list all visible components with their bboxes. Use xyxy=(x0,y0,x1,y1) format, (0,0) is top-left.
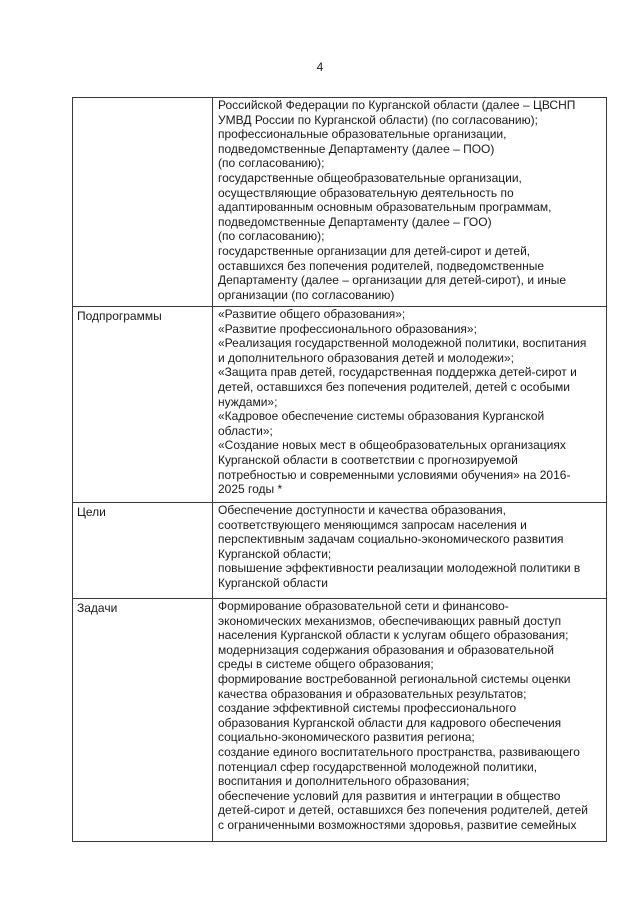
text-line: перспективным задачам социально-экономического развития xyxy=(218,532,564,547)
text-line: и дополнительного образования детей и молодежи»; xyxy=(218,350,515,365)
text-line: «Кадровое обеспечение системы образования Курганской xyxy=(218,409,545,424)
text-line: оставшихся без попечения родителей, подведомственные xyxy=(218,258,545,273)
text-line: области»; xyxy=(218,423,273,438)
text-line: с ограниченными возможностями здоровья, развитие семейных xyxy=(218,817,577,832)
text-line: «Развитие профессионального образования»; xyxy=(218,321,477,336)
text-line: воспитания и дополнительного образования; xyxy=(218,774,470,789)
text-line: социально-экономического развития региона; xyxy=(218,730,475,745)
table-row xyxy=(73,98,607,307)
page-number: 4 xyxy=(316,60,324,74)
text-line: детей, оставшихся без попечения родителей, детей с особыми xyxy=(218,379,570,394)
text-line: обеспечение условий для развития и интеграции в общество xyxy=(218,788,561,803)
text-line: «Развитие общего образования»; xyxy=(218,307,406,321)
row-label: Цели xyxy=(73,503,213,599)
text-line: формирование востребованной региональной системы оценки xyxy=(218,671,571,686)
text-line: создание эффективной системы профессионального xyxy=(218,701,517,716)
text-line: потенциал сфер государственной молодежной политики, xyxy=(218,759,538,774)
table-row xyxy=(73,503,607,599)
text-line: соответствующего меняющимся запросам населения и xyxy=(218,517,527,532)
text-line: «Реализация государственной молодежной политики, воспитания xyxy=(218,336,587,351)
text-line: государственные организации для детей-сирот и детей, xyxy=(218,243,531,258)
row-content xyxy=(213,98,607,307)
text-line: качества образования и образовательных результатов; xyxy=(218,686,527,701)
text-line: повышение эффективности реализации молодежной политики в xyxy=(218,561,581,576)
table-row xyxy=(73,307,607,503)
text-line: создание единого воспитательного пространства, развивающего xyxy=(218,744,580,759)
row-label: Подпрограммы xyxy=(73,307,213,503)
text-line: образования Курганской области для кадрового обеспечения xyxy=(218,715,562,730)
text-line: нуждами»; xyxy=(218,394,278,409)
text-line: профессиональные образовательные организации, xyxy=(218,127,507,142)
text-line: (по согласованию); xyxy=(218,229,325,244)
text-line: 2025 годы * xyxy=(218,482,283,497)
row-label xyxy=(73,98,213,307)
text-line: подведомственные Департаменту (далее – ПОО) xyxy=(218,141,495,156)
text-line: Департаменту (далее – организации для детей-сирот), и иные xyxy=(218,273,567,288)
text-line: государственные общеобразовательные организации, xyxy=(218,170,522,185)
text-line: «Создание новых мест в общеобразовательных организациях xyxy=(218,438,566,453)
text-line: Курганской области; xyxy=(218,546,332,561)
text-line: населения Курганской области к услугам общего образования; xyxy=(218,628,569,643)
text-line: среды в системе общего образования; xyxy=(218,657,434,672)
table-row xyxy=(73,599,607,842)
row-content xyxy=(213,599,607,842)
text-line: модернизация содержания образования и образовательной xyxy=(218,642,554,657)
text-line: «Защита прав детей, государственная поддержка детей-сирот и xyxy=(218,365,577,380)
text-line: экономических механизмов, обеспечивающих равный доступ xyxy=(218,613,562,628)
text-line: адаптированным основным образовательным программам, xyxy=(218,200,552,215)
text-line: Курганской области xyxy=(218,575,328,590)
text-line: Курганской области в соответствии с прогнозируемой xyxy=(218,452,518,467)
row-label: Задачи xyxy=(73,599,213,842)
text-line: организации (по согласованию) xyxy=(218,287,395,302)
passport-table xyxy=(72,97,607,842)
row-content xyxy=(213,503,607,599)
text-line: (по согласованию); xyxy=(218,156,325,171)
text-line: подведомственные Департаменту (далее – ГОО) xyxy=(218,214,492,229)
text-line: Российской Федерации по Курганской области (далее – ЦВСНП xyxy=(218,98,576,112)
text-line: детей-сирот и детей, оставшихся без попечения родителей, детей xyxy=(218,803,588,818)
text-line: Формирование образовательной сети и финансово- xyxy=(218,599,509,613)
row-content xyxy=(213,307,607,503)
text-line: УМВД России по Курганской области) (по согласованию); xyxy=(218,112,538,127)
text-line: осуществляющие образовательную деятельность по xyxy=(218,185,514,200)
text-line: потребностью и современными условиями обучения» на 2016- xyxy=(218,467,571,482)
text-line: Обеспечение доступности и качества образования, xyxy=(218,503,506,517)
